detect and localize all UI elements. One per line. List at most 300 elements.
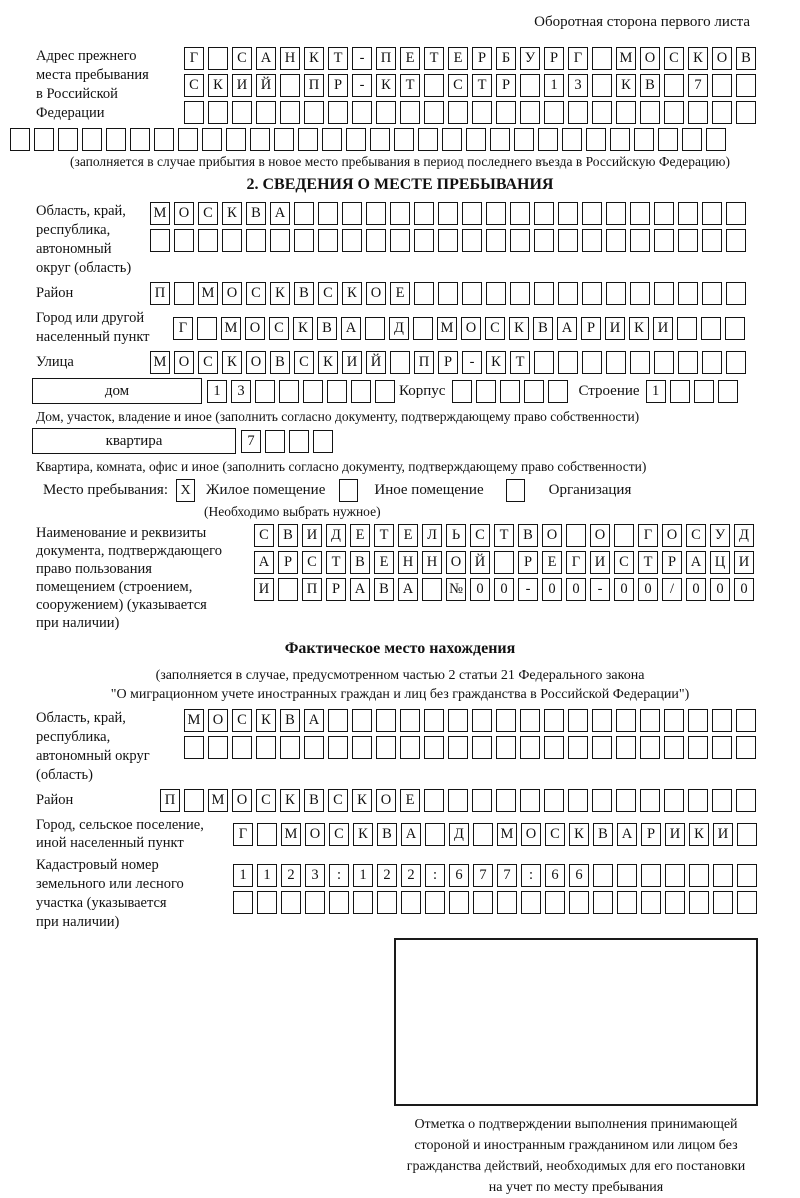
char-box[interactable] [278, 578, 298, 601]
char-box[interactable]: : [521, 864, 541, 887]
char-box[interactable] [726, 351, 746, 374]
char-box[interactable] [665, 864, 685, 887]
char-box[interactable]: У [710, 524, 730, 547]
char-box[interactable]: С [198, 351, 218, 374]
char-box[interactable]: Й [366, 351, 386, 374]
char-box[interactable] [424, 736, 444, 759]
char-box[interactable] [418, 128, 438, 151]
char-box[interactable] [472, 736, 492, 759]
char-box[interactable]: Й [470, 551, 490, 574]
char-box[interactable] [413, 317, 433, 340]
char-box[interactable]: О [232, 789, 252, 812]
char-box[interactable] [401, 891, 421, 914]
char-box[interactable]: 0 [470, 578, 490, 601]
char-box[interactable] [616, 709, 636, 732]
char-box[interactable] [496, 789, 516, 812]
char-box[interactable]: Е [542, 551, 562, 574]
char-box[interactable]: К [270, 282, 290, 305]
char-box[interactable] [476, 380, 496, 403]
char-box[interactable] [510, 229, 530, 252]
char-box[interactable]: С [302, 551, 322, 574]
char-box[interactable]: 3 [231, 380, 251, 403]
char-box[interactable] [486, 202, 506, 225]
char-box[interactable] [736, 101, 756, 124]
char-box[interactable]: С [198, 202, 218, 225]
char-box[interactable] [712, 789, 732, 812]
char-box[interactable] [184, 736, 204, 759]
char-box[interactable]: Й [256, 74, 276, 97]
char-box[interactable]: С [269, 317, 289, 340]
char-box[interactable]: О [446, 551, 466, 574]
char-box[interactable]: А [557, 317, 577, 340]
char-box[interactable] [688, 101, 708, 124]
char-box[interactable]: 6 [545, 864, 565, 887]
char-box[interactable] [198, 229, 218, 252]
char-box[interactable] [500, 380, 520, 403]
char-box[interactable] [712, 101, 732, 124]
char-box[interactable]: О [376, 789, 396, 812]
char-box[interactable] [630, 351, 650, 374]
char-box[interactable]: Т [374, 524, 394, 547]
char-box[interactable]: В [640, 74, 660, 97]
char-box[interactable] [257, 823, 277, 846]
char-box[interactable]: Г [233, 823, 253, 846]
char-box[interactable] [592, 709, 612, 732]
char-box[interactable] [689, 891, 709, 914]
char-box[interactable]: В [736, 47, 756, 70]
char-box[interactable] [280, 101, 300, 124]
char-box[interactable]: Е [400, 789, 420, 812]
char-box[interactable] [448, 789, 468, 812]
char-box[interactable]: К [688, 47, 708, 70]
char-box[interactable]: Т [638, 551, 658, 574]
char-box[interactable] [569, 891, 589, 914]
char-box[interactable] [688, 789, 708, 812]
char-box[interactable] [664, 736, 684, 759]
char-box[interactable]: Е [398, 524, 418, 547]
char-box[interactable] [592, 789, 612, 812]
char-box[interactable]: - [518, 578, 538, 601]
char-box[interactable] [654, 202, 674, 225]
char-box[interactable] [544, 709, 564, 732]
char-box[interactable]: И [590, 551, 610, 574]
char-box[interactable]: Р [278, 551, 298, 574]
char-box[interactable] [689, 864, 709, 887]
char-box[interactable]: И [254, 578, 274, 601]
char-box[interactable] [318, 202, 338, 225]
char-box[interactable] [472, 101, 492, 124]
char-box[interactable] [568, 736, 588, 759]
char-box[interactable] [462, 202, 482, 225]
char-box[interactable]: М [281, 823, 301, 846]
char-box[interactable] [520, 101, 540, 124]
char-box[interactable]: А [256, 47, 276, 70]
char-box[interactable] [586, 128, 606, 151]
char-box[interactable]: 0 [638, 578, 658, 601]
char-box[interactable] [664, 709, 684, 732]
char-box[interactable] [304, 101, 324, 124]
char-box[interactable] [466, 128, 486, 151]
char-box[interactable] [664, 789, 684, 812]
char-box[interactable]: Г [566, 551, 586, 574]
char-box[interactable] [606, 202, 626, 225]
char-box[interactable]: В [533, 317, 553, 340]
char-box[interactable] [664, 74, 684, 97]
char-box[interactable] [400, 709, 420, 732]
char-box[interactable] [342, 202, 362, 225]
char-box[interactable] [678, 351, 698, 374]
char-box[interactable] [34, 128, 54, 151]
char-box[interactable]: Р [518, 551, 538, 574]
char-box[interactable]: И [734, 551, 754, 574]
char-box[interactable]: О [222, 282, 242, 305]
char-box[interactable] [281, 891, 301, 914]
char-box[interactable]: С [328, 789, 348, 812]
char-box[interactable] [255, 380, 275, 403]
char-box[interactable] [678, 229, 698, 252]
char-box[interactable]: К [353, 823, 373, 846]
char-box[interactable]: К [222, 351, 242, 374]
char-box[interactable] [582, 202, 602, 225]
char-box[interactable]: О [174, 351, 194, 374]
char-box[interactable]: К [222, 202, 242, 225]
char-box[interactable] [106, 128, 126, 151]
char-box[interactable]: 0 [566, 578, 586, 601]
char-box[interactable] [514, 128, 534, 151]
char-box[interactable] [562, 128, 582, 151]
char-box[interactable] [352, 709, 372, 732]
char-box[interactable]: К [689, 823, 709, 846]
char-box[interactable] [534, 202, 554, 225]
char-box[interactable] [702, 202, 722, 225]
char-box[interactable]: В [278, 524, 298, 547]
char-box[interactable]: И [342, 351, 362, 374]
char-box[interactable]: Ц [710, 551, 730, 574]
char-box[interactable]: С [470, 524, 490, 547]
char-box[interactable]: 1 [233, 864, 253, 887]
char-box[interactable] [328, 709, 348, 732]
char-box[interactable] [702, 229, 722, 252]
char-box[interactable] [472, 709, 492, 732]
char-box[interactable]: О [246, 351, 266, 374]
char-box[interactable] [520, 789, 540, 812]
stay-type-checkbox-other[interactable] [339, 479, 358, 502]
char-box[interactable] [449, 891, 469, 914]
char-box[interactable]: К [486, 351, 506, 374]
char-box[interactable]: В [294, 282, 314, 305]
char-box[interactable]: В [593, 823, 613, 846]
char-box[interactable] [702, 282, 722, 305]
char-box[interactable] [452, 380, 472, 403]
char-box[interactable]: М [437, 317, 457, 340]
char-box[interactable]: И [605, 317, 625, 340]
char-box[interactable] [544, 101, 564, 124]
char-box[interactable]: 6 [449, 864, 469, 887]
char-box[interactable] [226, 128, 246, 151]
char-box[interactable] [713, 891, 733, 914]
char-box[interactable]: Н [398, 551, 418, 574]
char-box[interactable] [641, 891, 661, 914]
char-box[interactable] [712, 709, 732, 732]
char-box[interactable]: О [461, 317, 481, 340]
char-box[interactable]: М [150, 202, 170, 225]
char-box[interactable]: М [150, 351, 170, 374]
char-box[interactable]: В [270, 351, 290, 374]
char-box[interactable] [414, 282, 434, 305]
char-box[interactable] [654, 351, 674, 374]
char-box[interactable]: А [341, 317, 361, 340]
char-box[interactable] [568, 789, 588, 812]
char-box[interactable]: Т [328, 47, 348, 70]
char-box[interactable]: В [280, 709, 300, 732]
char-box[interactable] [566, 524, 586, 547]
char-box[interactable] [630, 282, 650, 305]
char-box[interactable]: С [254, 524, 274, 547]
char-box[interactable] [346, 128, 366, 151]
char-box[interactable]: Е [374, 551, 394, 574]
char-box[interactable]: Т [424, 47, 444, 70]
char-box[interactable]: И [653, 317, 673, 340]
char-box[interactable]: А [398, 578, 418, 601]
char-box[interactable] [174, 282, 194, 305]
char-box[interactable] [294, 202, 314, 225]
char-box[interactable] [497, 891, 517, 914]
char-box[interactable]: О [521, 823, 541, 846]
char-box[interactable]: С [256, 789, 276, 812]
char-box[interactable] [568, 101, 588, 124]
char-box[interactable] [592, 47, 612, 70]
char-box[interactable]: А [304, 709, 324, 732]
char-box[interactable] [462, 282, 482, 305]
char-box[interactable]: К [616, 74, 636, 97]
char-box[interactable] [520, 709, 540, 732]
char-box[interactable] [342, 229, 362, 252]
char-box[interactable]: Г [568, 47, 588, 70]
char-box[interactable] [202, 128, 222, 151]
char-box[interactable] [634, 128, 654, 151]
char-box[interactable] [726, 282, 746, 305]
char-box[interactable]: - [352, 74, 372, 97]
char-box[interactable]: К [509, 317, 529, 340]
char-box[interactable] [438, 282, 458, 305]
char-box[interactable] [486, 229, 506, 252]
char-box[interactable]: Р [641, 823, 661, 846]
char-box[interactable] [448, 736, 468, 759]
char-box[interactable] [736, 736, 756, 759]
char-box[interactable] [712, 74, 732, 97]
char-box[interactable] [328, 736, 348, 759]
char-box[interactable] [257, 891, 277, 914]
char-box[interactable] [448, 101, 468, 124]
apartment-type-box[interactable]: квартира [32, 428, 236, 454]
char-box[interactable] [496, 736, 516, 759]
char-box[interactable]: Д [449, 823, 469, 846]
char-box[interactable] [490, 128, 510, 151]
char-box[interactable] [184, 789, 204, 812]
char-box[interactable]: 7 [473, 864, 493, 887]
char-box[interactable] [390, 351, 410, 374]
char-box[interactable] [304, 736, 324, 759]
char-box[interactable] [422, 578, 442, 601]
char-box[interactable] [725, 317, 745, 340]
char-box[interactable]: Н [422, 551, 442, 574]
char-box[interactable] [274, 128, 294, 151]
char-box[interactable]: 0 [734, 578, 754, 601]
char-box[interactable]: К [318, 351, 338, 374]
char-box[interactable] [375, 380, 395, 403]
char-box[interactable] [510, 202, 530, 225]
char-box[interactable] [327, 380, 347, 403]
char-box[interactable]: Р [438, 351, 458, 374]
char-box[interactable] [208, 47, 228, 70]
char-box[interactable]: О [305, 823, 325, 846]
char-box[interactable]: 1 [353, 864, 373, 887]
char-box[interactable]: Е [448, 47, 468, 70]
char-box[interactable] [376, 101, 396, 124]
char-box[interactable]: С [614, 551, 634, 574]
char-box[interactable]: Т [472, 74, 492, 97]
char-box[interactable] [174, 229, 194, 252]
char-box[interactable]: С [246, 282, 266, 305]
char-box[interactable] [694, 380, 714, 403]
char-box[interactable]: 6 [569, 864, 589, 887]
char-box[interactable] [246, 229, 266, 252]
char-box[interactable] [82, 128, 102, 151]
char-box[interactable] [232, 101, 252, 124]
char-box[interactable] [328, 101, 348, 124]
char-box[interactable]: О [542, 524, 562, 547]
char-box[interactable]: М [198, 282, 218, 305]
char-box[interactable] [677, 317, 697, 340]
char-box[interactable]: : [329, 864, 349, 887]
char-box[interactable]: - [590, 578, 610, 601]
char-box[interactable]: 7 [688, 74, 708, 97]
char-box[interactable]: В [377, 823, 397, 846]
char-box[interactable]: О [590, 524, 610, 547]
char-box[interactable] [184, 101, 204, 124]
char-box[interactable] [678, 202, 698, 225]
stay-type-checkbox-organization[interactable] [506, 479, 525, 502]
char-box[interactable]: К [352, 789, 372, 812]
char-box[interactable]: С [294, 351, 314, 374]
char-box[interactable]: 1 [544, 74, 564, 97]
char-box[interactable] [318, 229, 338, 252]
char-box[interactable] [329, 891, 349, 914]
char-box[interactable]: Е [390, 282, 410, 305]
char-box[interactable] [544, 736, 564, 759]
char-box[interactable] [438, 202, 458, 225]
char-box[interactable]: С [545, 823, 565, 846]
char-box[interactable]: О [208, 709, 228, 732]
char-box[interactable]: Р [328, 74, 348, 97]
char-box[interactable]: 0 [542, 578, 562, 601]
char-box[interactable] [462, 229, 482, 252]
char-box[interactable]: А [350, 578, 370, 601]
char-box[interactable] [366, 229, 386, 252]
char-box[interactable] [394, 128, 414, 151]
char-box[interactable] [712, 736, 732, 759]
char-box[interactable] [520, 74, 540, 97]
char-box[interactable]: 0 [494, 578, 514, 601]
char-box[interactable] [256, 101, 276, 124]
char-box[interactable]: Р [496, 74, 516, 97]
char-box[interactable] [592, 74, 612, 97]
char-box[interactable] [351, 380, 371, 403]
char-box[interactable] [303, 380, 323, 403]
char-box[interactable] [298, 128, 318, 151]
char-box[interactable] [534, 229, 554, 252]
char-box[interactable]: 3 [305, 864, 325, 887]
char-box[interactable]: Д [389, 317, 409, 340]
char-box[interactable]: Д [734, 524, 754, 547]
char-box[interactable] [534, 282, 554, 305]
char-box[interactable] [370, 128, 390, 151]
char-box[interactable]: С [232, 709, 252, 732]
char-box[interactable]: А [270, 202, 290, 225]
char-box[interactable] [442, 128, 462, 151]
char-box[interactable]: Г [184, 47, 204, 70]
char-box[interactable] [665, 891, 685, 914]
char-box[interactable] [424, 789, 444, 812]
char-box[interactable] [538, 128, 558, 151]
char-box[interactable] [616, 789, 636, 812]
char-box[interactable]: Р [662, 551, 682, 574]
char-box[interactable]: У [520, 47, 540, 70]
char-box[interactable]: - [462, 351, 482, 374]
char-box[interactable] [390, 229, 410, 252]
char-box[interactable] [150, 229, 170, 252]
char-box[interactable]: Г [173, 317, 193, 340]
char-box[interactable] [736, 74, 756, 97]
char-box[interactable] [682, 128, 702, 151]
char-box[interactable] [353, 891, 373, 914]
char-box[interactable] [702, 351, 722, 374]
char-box[interactable] [414, 229, 434, 252]
char-box[interactable]: М [184, 709, 204, 732]
char-box[interactable] [279, 380, 299, 403]
char-box[interactable] [494, 551, 514, 574]
char-box[interactable]: 3 [568, 74, 588, 97]
char-box[interactable] [670, 380, 690, 403]
char-box[interactable] [265, 430, 285, 453]
char-box[interactable] [390, 202, 410, 225]
char-box[interactable] [472, 789, 492, 812]
char-box[interactable] [706, 128, 726, 151]
char-box[interactable] [130, 128, 150, 151]
char-box[interactable] [58, 128, 78, 151]
char-box[interactable]: Ь [446, 524, 466, 547]
char-box[interactable] [640, 101, 660, 124]
char-box[interactable] [641, 864, 661, 887]
char-box[interactable] [280, 74, 300, 97]
char-box[interactable]: : [425, 864, 445, 887]
char-box[interactable] [718, 380, 738, 403]
char-box[interactable] [222, 229, 242, 252]
char-box[interactable] [606, 351, 626, 374]
char-box[interactable] [496, 101, 516, 124]
char-box[interactable] [545, 891, 565, 914]
char-box[interactable] [376, 736, 396, 759]
char-box[interactable]: И [713, 823, 733, 846]
char-box[interactable] [154, 128, 174, 151]
char-box[interactable]: П [150, 282, 170, 305]
char-box[interactable]: В [317, 317, 337, 340]
char-box[interactable]: Р [326, 578, 346, 601]
char-box[interactable] [289, 430, 309, 453]
char-box[interactable]: С [184, 74, 204, 97]
char-box[interactable]: Т [400, 74, 420, 97]
char-box[interactable] [558, 282, 578, 305]
